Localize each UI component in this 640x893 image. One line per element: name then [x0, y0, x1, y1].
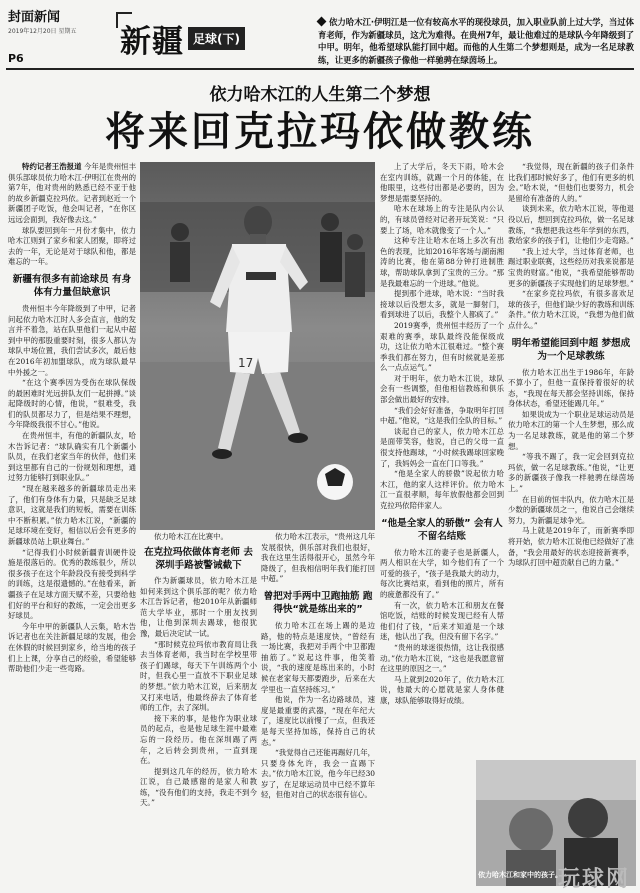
paragraph: 在目前的恒丰队内，依力哈木江是少数的新疆球员之一，他说自己会继续努力，为新疆足球争光。 [508, 494, 634, 525]
paragraph: 马上就到2020年了，依力哈木江说，他最大的心愿就是家人身体健康，球队能够取得好成绩。 [380, 674, 504, 705]
paragraph: “记得我们小时候新疆青训硬件设施是很落后的。优秀的教练很少，所以很多孩子在这个年龄段没有接受到科学的训练，这是很遗憾的。”在他看来，新疆孩子在足球方面天赋不差，只要给他们好的平台和好的教练，一定会出更多好球员。 [8, 547, 136, 621]
paragraph: “在这个赛季因为受伤在球队保级的最困难时光远拼队友们一起拼搏。”谈起降级时的心情，他说，“很难受，我们的队员都尽力了，但是结果不理想，今年降级我很不甘心。”他说。 [8, 378, 136, 430]
paragraph: “现在越来越多的新疆球员走出来了，他们有身体有力量，只是缺乏足球意识，这就是我们的短板，需要在训练中不断积累。”依力哈木江说，“新疆的足球环境在变好，相信以后会有更多的新疆球员站上职业舞台。” [8, 484, 136, 546]
paragraph: 贵州恒丰今年降级到了中甲，记者问起依力哈木江时人多会直言，他的发言并不着急，站在队里他们一起从中超到中甲的那股重要时刻，很多人都认为球队中场位置，我们尝试多次，最后他在2016年初加盟球队，成为球队最早中外援之一。 [8, 303, 136, 377]
paragraph: 依力哈木江表示，“贵州这几年发展很快，俱乐部对我们也很好，我在这里生活得很开心，虽然今年降级了，但我相信明年我们能打回中超。” [261, 532, 375, 584]
masthead-tag: 足球(下) [188, 27, 245, 50]
paragraph: 有一次，依力哈木江和朋友在餐馆吃饭，结账的时候发现已经有人帮他们付了钱，“后来才知道是一个球迷，他认出了我，但没有留下名字。” [380, 600, 504, 642]
byline: 特约记者王浩报道 [22, 162, 82, 171]
section-name: 封面新闻 [8, 10, 61, 25]
paragraph: 这种专注让哈木在场上多次有出色的表现，比如2016年客场与湖南湘涛的比赛，他在第88分钟打进制胜球，帮助球队拿到了宝贵的三分。“那是我最难忘的一个进球。”他说。 [380, 236, 504, 288]
section-heading: 在克拉玛依做体育老师 去深圳手路被警诫截下 [144, 547, 253, 571]
section-heading: 曾把对手两中卫跑抽筋 跑得快“就是练出来的” [263, 590, 373, 615]
article-headline: 将来回克拉玛依做教练 [105, 109, 535, 155]
paragraph: 作为新疆球员，依力哈木江是如何来到这个俱乐部的呢？依力哈木江告诉记者，他2010年从新疆师范大学毕业，那时一个朋友找到他，让他到深圳去踢球，他很犹豫，最后决定试一试。 [140, 576, 257, 638]
paragraph: 2019赛季，贵州恒丰经历了一个艰难的赛季，球队最终没能保级成功，这让依力哈木江很难过。“整个赛季我们都在努力，但有时候就是差那么一点点运气。” [380, 320, 504, 373]
section-heading: 新疆有很多有前途球员 有身体有力量但缺意识 [12, 273, 132, 298]
paragraph: 今年中甲的新疆队人云集，哈木告诉记者也在关注新疆足球的发展，他会在休假的时候回到家乡，给当地的孩子们上上课，分享自己的经验，希望能够帮助他们少走一些弯路。 [8, 621, 136, 674]
intro-body: 依力哈木江·伊明江是一位有较高水平的现役球员，加入职业队前上过大学，当过体育老师，作为新疆球员，这尤为难得。在贵州7年，最让他难过的是球队今年降级到了中甲。明年，他希望球队能打回中超。而他的人生第二个梦想则是，成为一名足球教练，让更多的新疆孩子像他一样驰骋在绿茵场上。 [318, 17, 634, 65]
paragraph: “在家乡克拉玛依，有很多喜欢足球的孩子，但他们缺少好的教练和训练条件。”依力哈木江说，“我想为他们做点什么。” [508, 289, 634, 330]
paragraph: “贵州的球迷很热情，这让我很感动。”依力哈木江说，“这也是我愿意留在这里的原因之一。” [380, 642, 504, 674]
svg-text:17: 17 [238, 356, 254, 370]
header-rule [6, 68, 634, 70]
page-number: P6 [8, 52, 24, 65]
article-column-1 [8, 162, 136, 890]
header-left [8, 6, 118, 36]
paragraph: 他说，作为一名边路球员，速度是最重要的武器，“现在年纪大了，速度比以前慢了一点，但我还是每天坚持加练，保持自己的状态。” [261, 695, 375, 747]
family-photo-caption: 依力哈木江和家中的孩子。 [478, 871, 562, 879]
masthead [120, 16, 245, 60]
paragraph: 谈起自己的家人，依力哈木江总是面带笑容，他说，自己的父母一直很支持他踢球，“小时候我踢球回家晚了，我妈妈会一直在门口等我。” [380, 426, 504, 468]
paragraph: 上了大学后，冬天下雨，哈木会在室内训练，就踢一个月的体能，在他眼里，这些付出都是必要的，因为梦想是需要坚持的。 [380, 162, 504, 203]
paragraph: “我上过大学，当过体育老师，也踢过职业联赛，这些经历对我来说都是宝贵的财富。”他说，“我希望能够帮助更多的新疆孩子实现他们的足球梦想。” [508, 246, 634, 288]
paragraph: 如果说成为一个职业足球运动员是依力哈木江的第一个人生梦想，那么成为一名足球教练，就是他的第二个梦想。 [508, 409, 634, 451]
paragraph: 依力哈木江在场上踢的是边路，他的特点是速度快，“曾经有一场比赛，我把对手两个中卫都跑抽筋了。”说起这件事，他笑着说，“我的速度是练出来的，小时候在老家每天都要跑步，后来在大学里也一直坚持练习。” [261, 620, 375, 694]
paragraph: 接下来的事，是他作为职业球员的起点，也是他足球生涯中最难忘的一段经历。他在深圳踢了两年，之后转会到贵州，一直到现在。 [140, 713, 257, 766]
watermark-logo: 玩球网 [557, 867, 630, 892]
paragraph: 球队要回到年一月份才集中，依力哈木江则到了家乡和家人团聚，即将过去的一年，无论是对于球队和他，都是难忘的一年。 [8, 225, 136, 267]
masthead-bracket [116, 12, 132, 28]
paragraph: 今年是贵州恒丰俱乐部球员依力哈木江·伊明江在贵州的第7年，他对贵州的熟悉已经不亚于他的故乡新疆克拉玛依。记者到赵近一个新疆团子吃饭，他会叫记者，“在你区远远会面到，我好像去这。” [8, 162, 136, 224]
player-photo-illustration [140, 162, 375, 530]
paragraph: 提到这几年的经历，依力哈木江说，自己最感谢的是家人和教练，“没有他们的支持，我走不到今天。” [140, 766, 257, 808]
paragraph: “那时候克拉玛依市教育局让我去当体育老师，我当时在学校里带孩子们踢球，每天下午训练两个小时，但我心里一直放不下职业足球的梦想。”依力哈木江说，后来朋友又打来电话，他最终辞去了体育老师的工作，去了深圳。 [140, 639, 257, 713]
intro-text [318, 16, 634, 66]
photo-caption: 依力哈木江在比赛中。 [154, 532, 228, 541]
paragraph: “他是全家人的骄傲”说起依力哈木江，他的家人这样评价。依力哈木江一直很孝顺，每年放假他都会回到克拉玛依陪伴家人。 [380, 469, 504, 510]
main-photo [140, 162, 375, 530]
article-column-2b [261, 532, 375, 890]
paragraph: “我觉得自己还能再踢好几年，只要身体允许，我会一直踢下去。”依力哈木江说，他今年已经30岁了，在足球运动员中已经不算年轻，但他对自己的状态很有信心。 [261, 748, 375, 800]
section-heading: 明年希望能回到中超 梦想成为一个足球教练 [511, 337, 631, 362]
paragraph: “等我不踢了，我一定会回到克拉玛依，做一名足球教练。”他说，“让更多的新疆孩子像我一样驰骋在绿茵场上。” [508, 452, 634, 494]
section-heading: “他是全家人的骄傲” 会有人不留名结账 [381, 517, 503, 542]
paragraph: 依力哈木江出生于1986年，年龄不算小了，但他一直保持着很好的状态，“我现在每天都会坚持训练，保持身体状态，希望还能踢几年。” [508, 367, 634, 409]
paragraph: 马上就是2019年了，而新赛季即将开始，依力哈木江说他已经做好了准备，“我会用最好的状态迎接新赛季，为球队打回中超贡献自己的力量。” [508, 526, 634, 568]
paragraph: 对于明年，依力哈木江说，球队会有一些调整，但他相信教练和俱乐部会做出最好的安排。 [380, 373, 504, 405]
masthead-title: 新疆 [120, 23, 184, 60]
paragraph: 哈木在球场上的专注是队内公认的，有球员曾经对记者开玩笑说：“只要上了场，哈木就像变了一个人。” [380, 204, 504, 235]
paragraph: 依力哈木江的妻子也是新疆人，两人相识在大学，如今他们有了一个可爱的孩子，“孩子是我最大的动力，每次比赛结束，看到他的照片，所有的疲惫都没有了。” [380, 547, 504, 599]
article-subheading: 依力哈木江的人生第二个梦想 [209, 85, 431, 105]
diamond-icon [317, 17, 327, 27]
article-column-2a [140, 532, 257, 890]
issue-date: 2019年12月20日 星期五 [8, 28, 77, 35]
paragraph: 谈到未来，依力哈木江说，等他退役以后，想回到克拉玛依，做一名足球教练，“我想把我这些年学到的东西，教给家乡的孩子们，让他们少走弯路。” [508, 204, 634, 246]
paragraph: 提到那个进球，哈木说：“当时我接球以后没想太多，就是一脚射门，看到球进了以后，我整个人都疯了。” [380, 289, 504, 320]
paragraph: 在贵州恒丰，有他的新疆队友，哈木告诉记者：“球队确实有几个新疆小队员，在我们老家当年的伙伴，他们来到这里都有自己的一份规划和理想，通过努力能够打到职业队。” [8, 431, 136, 483]
paragraph: “我们会好好准备，争取明年打回中超。”他说，“这是我们全队的目标。” [380, 405, 504, 426]
article-column-4 [508, 162, 634, 756]
paragraph: “我觉得，现在新疆的孩子们条件比我们那时候好多了，他们有更多的机会。”哈木说，“但他们也要努力，机会是留给有准备的人的。” [508, 162, 634, 203]
